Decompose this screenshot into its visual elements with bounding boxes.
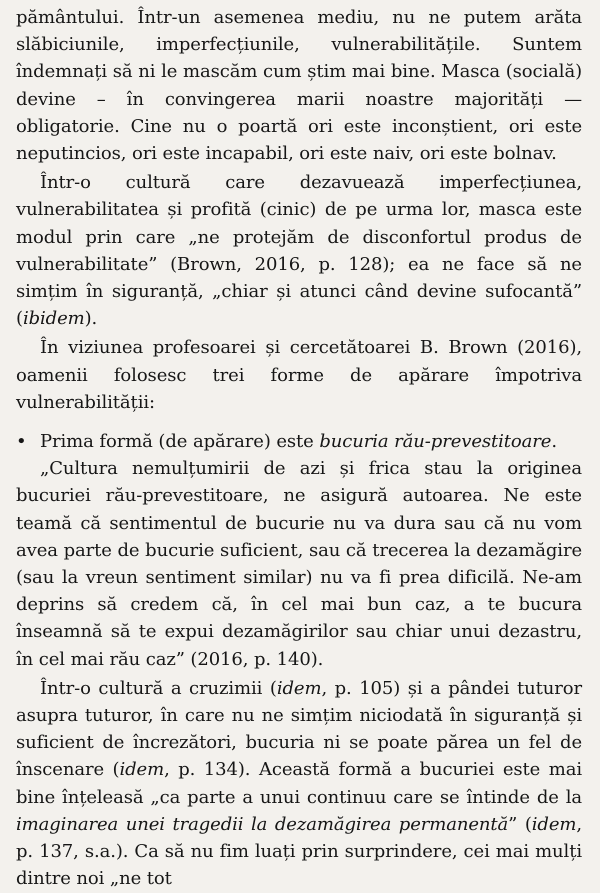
paragraph-5-italic-b: idem [119, 759, 165, 781]
paragraph-5-text-e: , p. 137, s.a.). Ca să nu fim luați prin surprindere, cei mai mulți dintre noi „ne tot [16, 813, 582, 890]
paragraph-3: În viziunea profesoarei și cercetătoarei B. Brown (2016), oamenii folosesc trei forme de apărare împotriva vulnerabilității: [16, 337, 582, 413]
paragraph-4-quote: „Cultura nemulțumirii de azi și frica stau la originea bucuriei rău-prevestitoare, ne asigură autoarea. Ne este teamă că sentimentul de bucurie nu va dura sau că nu vom avea parte de bucurie suficient, sau că trecerea la dezamăgire (sau la vreun sentiment similar) nu va fi prea dificilă. Ne-am deprins să credem că, în cel mai bun caz, a te bucura înseamnă să te expui dezamăgirilor sau chiar unui dezastru, în cel mai rău caz” (2016, p. 140). [16, 458, 582, 670]
paragraph-5-italic-a: idem [276, 677, 322, 699]
paragraph-2-text-b: ). [84, 308, 98, 330]
document-page [16, 4, 583, 890]
paragraph-5-text-d: ” ( [508, 813, 532, 835]
bullet-item-1-prefix: Prima formă (de apărare) este [40, 431, 320, 453]
paragraph-5 [16, 675, 582, 893]
paragraph-2 [16, 169, 582, 332]
paragraph-2-text-a: Într-o cultură care dezavuează imperfecțiunea, vulnerabilitatea și profită (cinic) de pe urma lor, masca este modul prin care „ne protejăm de disconfortul produs de vulnerabilitate” (Brown, 2016, p. 128); ea ne face să ne simțim în siguranță, „chiar și atunci când devine sufocantă” ( [16, 172, 582, 330]
paragraph-5-italic-c: imaginarea unei tragedii la dezamăgirea permanentă [16, 813, 509, 835]
paragraph-2-italic: ibidem [22, 308, 85, 330]
paragraph-5-text-b: , p. 105) și a pândei tuturor asupra tuturor, în care nu ne simțim niciodată în siguranță și suficient de încrezători, bucuria ni se poate părea un fel de înscenare ( [16, 677, 582, 781]
bullet-item-1 [16, 428, 582, 455]
paragraph-5-text-a: Într-o cultură a cruzimii ( [40, 677, 277, 699]
paragraph-5-text-c: , p. 134). Această formă a bucuriei este mai bine înțeleasă „ca parte a unui continuu care se întinde de la [16, 759, 583, 808]
paragraph-1: pământului. Într-un asemenea mediu, nu ne putem arăta slăbiciunile, imperfecțiunile, vulnerabilitățile. Suntem îndemnați să ni le mascăm cum știm mai bine. Masca (socială) devine – în convingerea marii noastre majorități — obligatorie. Cine nu o poartă ori este inconștient, ori este neputincios, ori este incapabil, ori este naiv, ori este bolnav. [16, 7, 582, 165]
bullet-item-1-suffix: . [551, 431, 557, 453]
bullet-symbol: • [16, 431, 27, 453]
bullet-item-1-text [40, 428, 582, 455]
paragraph-5-italic-d: idem [531, 813, 577, 835]
bullet-item-1-emphasis: bucuria rău-prevestitoare [319, 431, 552, 453]
